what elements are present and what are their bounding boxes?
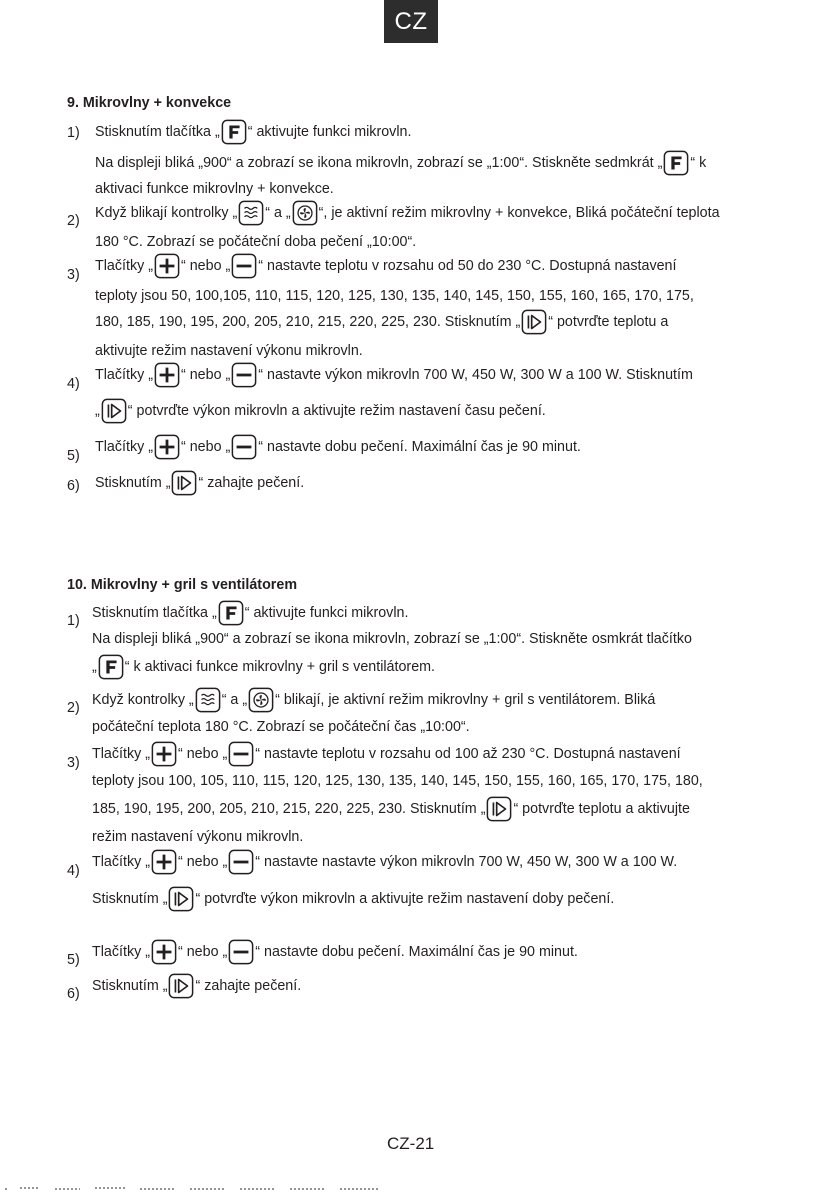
section-9-title: 9. Mikrovlny + konvekce	[67, 95, 232, 111]
s9-step4-line2: „ “ potvrďte výkon mikrovln a aktivujte režim nastavení času pečení.	[95, 396, 546, 426]
plus-button-icon	[154, 362, 180, 388]
plus-button-icon	[154, 434, 180, 460]
s10-step5-line1: Tlačítky „ “ nebo „ “ nastavte dobu pečení. Maximální čas je 90 minut.	[92, 937, 578, 967]
s10-step3-line4: režim nastavení výkonu mikrovln.	[92, 829, 304, 845]
minus-button-icon	[231, 434, 257, 460]
minus-button-icon	[228, 849, 254, 875]
s10-step3-line1: Tlačítky „ “ nebo „ “ nastavte teplotu v rozsahu od 100 až 230 °C. Dostupná nastavení	[92, 739, 681, 769]
step-number: 1)	[67, 613, 80, 629]
start-button-icon	[486, 796, 512, 822]
step-number: 6)	[67, 478, 80, 494]
s10-step6-line1: Stisknutím „ “ zahajte pečení.	[92, 971, 301, 1001]
s10-step2-line1: Když kontrolky „ “ a „ “ blikají, je aktivní režim mikrovlny + gril s ventilátorem. Bliká	[92, 685, 655, 715]
step-number: 5)	[67, 952, 80, 968]
minus-button-icon	[228, 741, 254, 767]
s10-step3-line3: 185, 190, 195, 200, 205, 210, 215, 220, 225, 230. Stisknutím „ “ potvrďte teplotu a aktivujte	[92, 794, 690, 824]
step-number: 5)	[67, 448, 80, 464]
s10-step1-line3: „ “ k aktivaci funkce mikrovlny + gril s ventilátorem.	[92, 652, 435, 682]
step-number: 3)	[67, 755, 80, 771]
minus-button-icon	[228, 939, 254, 965]
s10-step1-line2: Na displeji bliká „900“ a zobrazí se ikona mikrovln, zobrazí se „1:00“. Stiskněte osmkrát tlačítko	[92, 631, 692, 647]
s10-step4-line2: Stisknutím „ “ potvrďte výkon mikrovln a aktivujte režim nastavení doby pečení.	[92, 884, 614, 914]
start-button-icon	[171, 470, 197, 496]
step-number: 4)	[67, 376, 80, 392]
s9-step2-line2: 180 °C. Zobrazí se počáteční doba pečení „10:00“.	[95, 234, 417, 250]
s9-step3-line1: Tlačítky „ “ nebo „ “ nastavte teplotu v rozsahu od 50 do 230 °C. Dostupná nastavení	[95, 251, 676, 281]
start-button-icon	[101, 398, 127, 424]
start-button-icon	[521, 309, 547, 335]
step-number: 3)	[67, 267, 80, 283]
start-button-icon	[168, 886, 194, 912]
function-f-icon	[98, 654, 124, 680]
s10-step3-line2: teploty jsou 100, 105, 110, 115, 120, 125, 130, 135, 140, 145, 150, 155, 160, 165, 170, 175, 180,	[92, 773, 703, 789]
s9-step3-line3: 180, 185, 190, 195, 200, 205, 210, 215, 220, 225, 230. Stisknutím „ “ potvrďte teplotu a	[95, 307, 668, 337]
microwave-icon	[195, 687, 221, 713]
step-number: 4)	[67, 863, 80, 879]
s9-step3-line2: teploty jsou 50, 100,105, 110, 115, 120, 125, 130, 135, 140, 145, 150, 155, 160, 165, 170, 175,	[95, 288, 694, 304]
step-number: 2)	[67, 213, 80, 229]
s9-step1-line3: aktivaci funkce mikrovlny + konvekce.	[95, 181, 334, 197]
s9-step1-line2: Na displeji bliká „900“ a zobrazí se ikona mikrovln, zobrazí se „1:00“. Stiskněte sedmkrát „ “ k	[95, 148, 706, 178]
grill-fan-icon	[248, 687, 274, 713]
function-f-icon	[221, 119, 247, 145]
language-tab: CZ	[384, 0, 438, 43]
convection-fan-icon	[292, 200, 318, 226]
s9-step4-line1: Tlačítky „ “ nebo „ “ nastavte výkon mikrovln 700 W, 450 W, 300 W a 100 W. Stisknutím	[95, 360, 693, 390]
s9-step5-line1: Tlačítky „ “ nebo „ “ nastavte dobu pečení. Maximální čas je 90 minut.	[95, 432, 581, 462]
microwave-icon	[238, 200, 264, 226]
section-10-title: 10. Mikrovlny + gril s ventilátorem	[67, 577, 298, 593]
print-registration-marks	[0, 1186, 400, 1192]
minus-button-icon	[231, 362, 257, 388]
plus-button-icon	[154, 253, 180, 279]
s10-step1-line1: Stisknutím tlačítka „ “ aktivujte funkci mikrovln.	[92, 598, 408, 628]
plus-button-icon	[151, 939, 177, 965]
step-number: 2)	[67, 700, 80, 716]
s10-step2-line2: počáteční teplota 180 °C. Zobrazí se počáteční čas „10:00“.	[92, 719, 470, 735]
s10-step4-line1: Tlačítky „ “ nebo „ “ nastavte nastavte výkon mikrovln 700 W, 450 W, 300 W a 100 W.	[92, 847, 677, 877]
start-button-icon	[168, 973, 194, 999]
plus-button-icon	[151, 849, 177, 875]
s9-step6-line1: Stisknutím „ “ zahajte pečení.	[95, 468, 304, 498]
step-number: 1)	[67, 125, 80, 141]
minus-button-icon	[231, 253, 257, 279]
step-number: 6)	[67, 986, 80, 1002]
function-f-icon	[663, 150, 689, 176]
s9-step3-line4: aktivujte režim nastavení výkonu mikrovln.	[95, 343, 363, 359]
s9-step1-line1: Stisknutím tlačítka „ “ aktivujte funkci mikrovln.	[95, 117, 411, 147]
page-number: CZ-21	[387, 1134, 435, 1153]
function-f-icon	[218, 600, 244, 626]
s9-step2-line1: Když blikají kontrolky „ “ a „ “, je aktivní režim mikrovlny + konvekce, Bliká počáteční teplota	[95, 198, 720, 228]
plus-button-icon	[151, 741, 177, 767]
